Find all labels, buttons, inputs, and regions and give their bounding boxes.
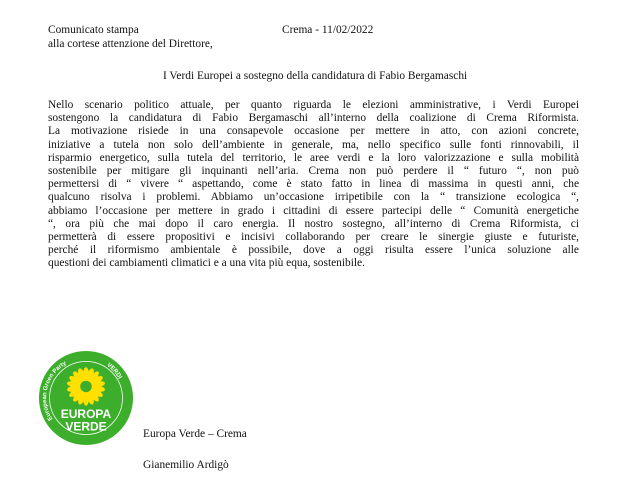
europa-verde-logo (38, 350, 134, 446)
body-line: sostenibile per mitigare gli inquinanti nell’aria. Crema non può perdere il “ futuro “, non può (48, 164, 579, 177)
logo-ring-right-text: VERDI (105, 362, 123, 381)
body-line: iniziative a tutela non solo dell’ambiente in generale, ma, nello specifico sulle fonti rinnovabili, il (48, 138, 579, 151)
body-line: abbiamo l’occasione per mettere in grado i cittadini di essere partecipi delle “ Comunità energetiche (48, 204, 579, 217)
signature-name: Gianemilio Ardigò (143, 459, 229, 471)
header-line-2: alla cortese attenzione del Direttore, (48, 38, 213, 50)
body-line: permetterà di essere propositivi e incisivi collaborando per creare le sinergie giuste e futuriste, (48, 230, 579, 243)
body-line: questioni dei cambiamenti climatici e a una vita più equa, sostenibile. (48, 257, 365, 270)
logo-text-europa: EUROPA (60, 407, 112, 422)
body-line: La motivazione risiede in una consapevole occasione per mettere in atto, con azioni concrete, (48, 125, 579, 138)
logo-graphic (38, 350, 134, 446)
place-date: Crema - 11/02/2022 (282, 24, 374, 36)
body-line: permettersi di “ vivere “ aspettando, come è stato fatto in linea di massima in questi anni, che (48, 178, 579, 191)
body-line: perché il riformismo ambientale è possibile, dove a oggi risulta essere l’unica soluzione alle (48, 244, 579, 257)
body-line: sostengono la candidatura di Fabio Bergamaschi all’interno della coalizione di Crema Riformista. (48, 112, 579, 125)
logo-text-verde: VERDE (65, 419, 107, 434)
body-line: risparmio energetico, sulla tutela del territorio, le aree verdi e la loro valorizzazione e sulla mobilità (48, 151, 579, 164)
logo-ring-left-text: European Green Party (42, 360, 68, 422)
press-release-subject: I Verdi Europei a sostegno della candidatura di Fabio Bergamaschi (163, 70, 468, 82)
body-line: Nello scenario politico attuale, per quanto riguarda le elezioni amministrative, i Verdi Europei (48, 99, 579, 111)
body-line: “, ora più che mai dopo il caro energia. Il nostro sostegno, all’interno di Crema Riformista, ci (48, 217, 579, 230)
signature-organization: Europa Verde – Crema (143, 428, 247, 440)
header-line-1: Comunicato stampa (48, 24, 139, 36)
press-release-body (48, 99, 579, 270)
body-line: qualcuno risolva i problemi. Abbiamo un’occasione irripetibile con la “ transizione ecologica “, (48, 191, 579, 204)
sunflower-center (80, 381, 92, 393)
